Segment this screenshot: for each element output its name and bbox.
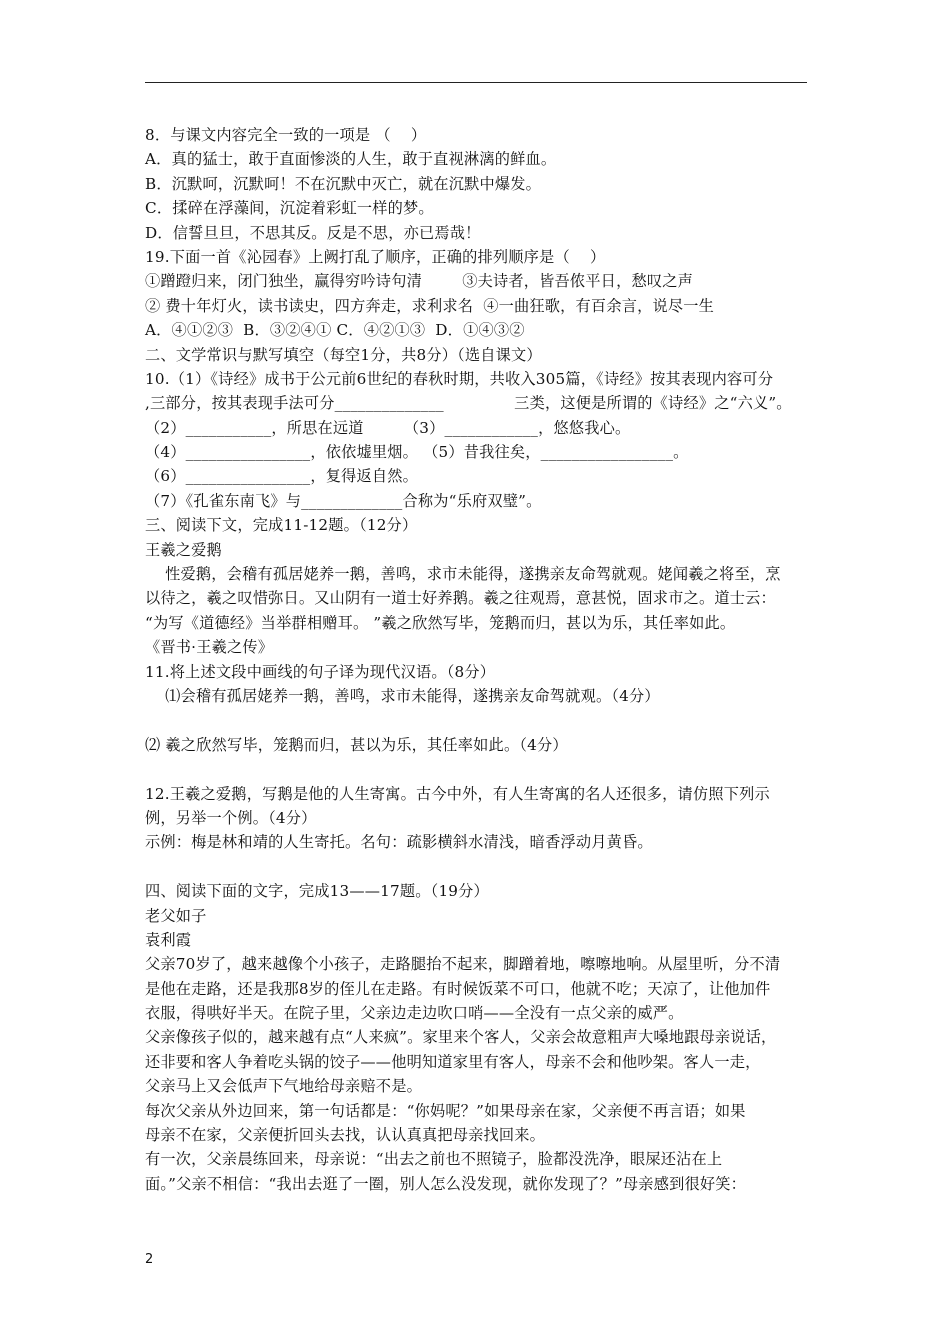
article-line-3: 衣服，得哄好半天。在院子里，父亲边走边吹口哨——全没有一点父亲的威严。: [145, 1004, 684, 1023]
article-line-2: 是他在走路，还是我那8岁的侄儿在走路。有时候饭菜不可口，他就不吃；天凉了，让他加件: [145, 979, 771, 998]
question-19: 19.下面一首《沁园春》上阙打乱了顺序，正确的排列顺序是（ ）: [145, 247, 606, 266]
blank-6: （6）________________，复得返自然。: [145, 467, 419, 486]
section-3-heading: 三、阅读下文，完成11-12题。（12分）: [145, 516, 418, 535]
page-number: 2: [145, 1252, 154, 1267]
option-d: D．信誓旦旦，不思其反。反是不思，亦已焉哉！: [145, 223, 481, 242]
question-10-line-1: 10.（1）《诗经》成书于公元前6世纪的春秋时期，共收入305篇，《诗经》按其表现内容可分: [145, 369, 774, 388]
question-11-part-1: ⑴会稽有孤居姥养一鹅，善鸣，求市未能得，遂携亲友命驾就观。（4分）: [145, 686, 660, 705]
answer-space: [145, 708, 813, 732]
blank-7: （7）《孔雀东南飞》与_____________合称为“乐府双璧”。: [145, 491, 542, 510]
article-title: 老父如子: [145, 906, 207, 925]
question-11-part-2: ⑵ 羲之欣然写毕，笼鹅而归，甚以为乐，其任率如此。（4分）: [145, 735, 568, 754]
question-8: 8．与课文内容完全一致的一项是 （ ）: [145, 126, 427, 144]
blank-2-3: （2）___________，所思在远道 （3）____________，悠悠我心。: [145, 418, 631, 437]
blank-4-5: （4）________________，依依墟里烟。 （5）昔我往矣，_________________。: [145, 443, 689, 462]
article-line-10: 面。”父亲不相信：“我出去逛了一圈，别人怎么没发现，就你发现了？”母亲感到很好笑：: [145, 1174, 747, 1193]
header-rule: [145, 82, 807, 83]
passage-title: 王羲之爱鹅: [145, 540, 222, 559]
article-line-8: 母亲不在家，父亲便折回头去找，认认真真把母亲找回来。: [145, 1126, 546, 1145]
article-line-7: 每次父亲从外边回来，第一句话都是：“你妈呢？”如果母亲在家，父亲便不再言语；如果: [145, 1101, 746, 1120]
article-line-6: 父亲马上又会低声下气地给母亲赔不是。: [145, 1077, 422, 1096]
option-c: C．揉碎在浮藻间，沉淀着彩虹一样的梦。: [145, 199, 434, 218]
poem-fragments-1: ①蹭蹬归来，闭门独坐，赢得穷吟诗句清 ③夫诗者，皆吾侬平日，愁叹之声: [145, 272, 694, 291]
option-b: B．沉默呵，沉默呵！不在沉默中灭亡，就在沉默中爆发。: [145, 174, 542, 193]
article-line-4: 父亲像孩子似的，越来越有点“人来疯”。家里来个客人，父亲会故意粗声大嗓地跟母亲说话，: [145, 1028, 777, 1047]
poem-fragments-2: ② 费十年灯火，读书读史，四方奔走，求利求名 ④一曲狂歌，有百余言，说尽一生: [145, 296, 715, 315]
passage-source: 《晋书·王羲之传》: [145, 638, 274, 657]
section-2-heading: 二、文学常识与默写填空（每空1分，共8分）（选自课文）: [145, 345, 542, 364]
passage-line-3: “为写《道德经》当举群相赠耳。 ”羲之欣然写毕，笼鹅而归，甚以为乐，其任率如此。: [145, 613, 736, 632]
question-12-line-2: 例，另举一个例。（4分）: [145, 808, 317, 827]
article-line-9: 有一次，父亲晨练回来，母亲说：“出去之前也不照镜子，脸都没洗净，眼屎还沾在上: [145, 1150, 723, 1169]
section-4-heading: 四、阅读下面的文字，完成13——17题。（19分）: [145, 882, 489, 901]
article-line-5: 还非要和客人争着吃头锅的饺子——他明知道家里有客人，母亲不会和他吵架。客人一走，: [145, 1052, 761, 1071]
option-a: A．真的猛士，敢于直面惨淡的人生，敢于直视淋漓的鲜血。: [145, 150, 557, 169]
passage-line-1: 性爱鹅，会稽有孤居姥养一鹅，善鸣，求市未能得，遂携亲友命驾就观。姥闻羲之将至，烹: [145, 565, 781, 584]
question-11: 11.将上述文段中画线的句子译为现代汉语。（8分）: [145, 662, 496, 681]
document-body: [145, 123, 813, 1196]
question-12-line-1: 12.王羲之爱鹅，写鹅是他的人生寄寓。古今中外，有人生寄寓的名人还很多，请仿照下列示: [145, 784, 770, 803]
spacer: [145, 855, 813, 879]
answer-space: [145, 757, 813, 781]
article-author: 袁利霞: [145, 930, 192, 949]
question-10-line-2: ,三部分，按其表现手法可分______________ 三类，这便是所谓的《诗经》之“六义”。: [145, 394, 792, 413]
passage-line-2: 以待之，羲之叹惜弥日。又山阴有一道士好养鹅。羲之往观焉，意甚悦，固求市之。道士云：: [145, 589, 776, 608]
question-12-example: 示例：梅是林和靖的人生寄托。名句：疏影横斜水清浅，暗香浮动月黄昏。: [145, 833, 653, 852]
question-19-options: A．④①②③ B．③②④① C．④②①③ D．①④③②: [145, 321, 525, 340]
article-line-1: 父亲70岁了，越来越像个小孩子，走路腿抬不起来，脚蹭着地，嚓嚓地响。从屋里听，分不清: [145, 955, 781, 974]
